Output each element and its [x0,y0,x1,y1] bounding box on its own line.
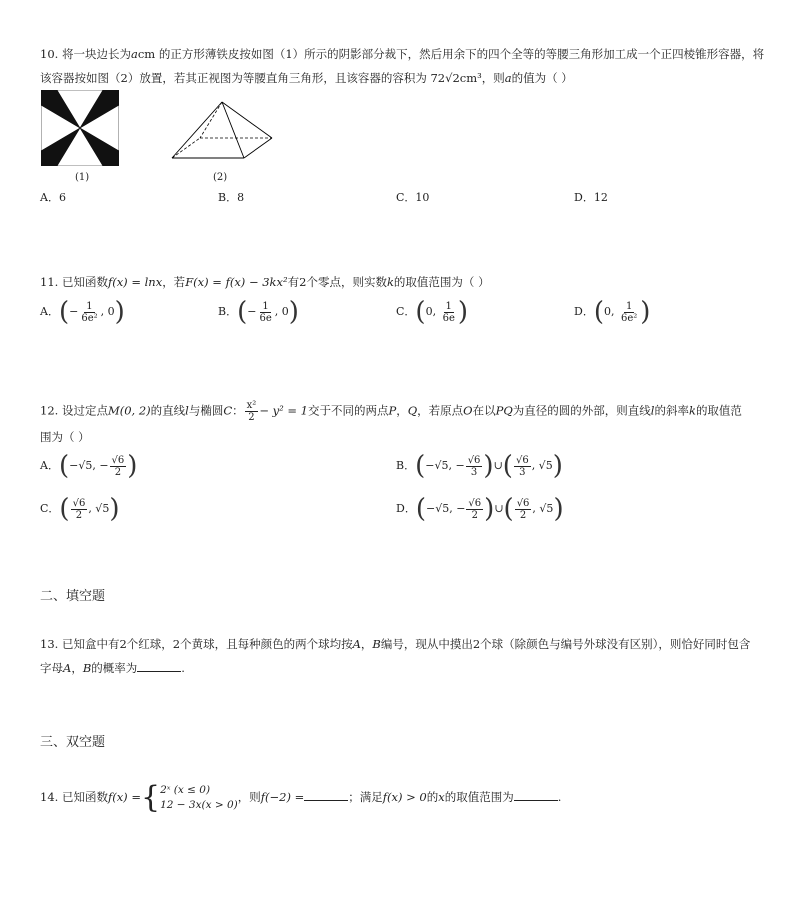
q12-text: 在以 [472,403,496,418]
q13-text: 13. 已知盒中有2个红球，2个黄球，且每种颜色的两个球均按 [40,637,353,651]
frac-den: 6e² [620,312,638,324]
frac-den: 3 [470,466,478,478]
q10-option-c[interactable]: C．10 [396,191,430,204]
frac-num: 1 [86,300,93,312]
q14-text: ；满足 [348,790,383,804]
piecewise: { 2ˣ (x ≤ 0) 12 − 3x(x > 0) [140,780,238,815]
figure-2-pyramid [170,100,276,162]
frac-num: √6 [515,454,529,466]
frac-num: 1 [445,300,452,312]
math-text: , √5 [88,502,110,515]
math-text: − [247,305,257,318]
q10-option-d[interactable]: D．12 [574,191,608,204]
q10-line1 [40,46,764,62]
var-a-letter-2: A [63,661,72,675]
option-label: A． [40,305,59,318]
option-label: D． [396,502,416,515]
frac-den: 2 [519,509,527,521]
frac-den: 3 [519,466,526,478]
q12-text: 与椭圆 [188,403,224,418]
q12-option-c[interactable]: C．( $\frac{√6}{2}$ , √5) [40,494,120,524]
q12-option-d[interactable]: D．(−√5, − $\frac{√6}{2}$ )∪( $\frac{√6}{2}$ , √5) [396,494,564,524]
q11-text-d: 的取值范围为（ ） [393,275,490,289]
q14-answer-blank-2[interactable] [514,790,558,801]
frac-den: 6e [259,312,272,324]
frac-num: √6 [72,497,86,509]
q13-stem-line1 [40,636,750,652]
figure-1-pinwheel [41,90,119,166]
q12-option-b[interactable]: B．(−√5, − $\frac{√6}{3}$ )∪( $\frac{√6}{3}$ , √5) [396,451,563,481]
section-double-blank: 三、双空题 [40,735,106,750]
q12-text: ，若原点 [417,403,464,418]
var-x: x [438,790,445,804]
math-text: , √5 [531,459,553,472]
piece-1: 2ˣ (x ≤ 0) [160,784,211,796]
section-fill-in: 二、填空题 [40,589,106,604]
q13-answer-blank[interactable] [137,661,181,672]
q12-text: 交于不同的两点 [307,403,389,418]
q10-text4: 的值为（ ） [511,71,573,85]
frac-den: 2 [75,509,83,521]
q10-text2: 该容器按如图（2）放置，若其正视图为等腰直角三角形，且该容器的容积为 [40,71,427,85]
frac-num: x² [246,400,257,411]
q14-answer-blank-1[interactable] [304,790,348,801]
q14-text: 的取值范围为 [444,790,514,804]
option-label: B． [396,459,416,472]
frac-den: 2 [248,412,255,423]
math-text: , 0 [274,305,289,318]
math-text: −√5, − [69,459,109,472]
q13-text: . [181,661,185,675]
frac-num: √6 [467,454,481,466]
q13-text: 的概率为 [91,661,138,675]
q12-text: 的直线 [150,403,186,418]
q13-text: 字母 [40,661,63,675]
union-symbol: ∪ [493,459,503,472]
q11-text-c: 有2个零点，则实数 [287,275,387,289]
figure-2-caption: (2) [213,172,228,183]
var-a: a [130,47,138,61]
q11-F-def: F(x) = f(x) − 3kx² [185,275,288,289]
frac-den: 2 [471,509,478,521]
unit-cm: cm [137,47,156,61]
q14-text: . [557,790,562,804]
option-label: B． [218,305,238,318]
ellipse-eq: − y² = 1 [259,403,308,418]
frac-num: √6 [516,497,530,509]
q12-text: 的取值范 [695,403,742,418]
q12-stem-line1 [40,400,742,423]
frac-num: √6 [111,454,125,466]
q13-text: 编号，现从中摸出2个球（除颜色与编号外球没有区别），则恰好同时包含 [380,637,751,651]
q13-stem-line2 [40,660,185,676]
q12-text: ： [232,403,244,418]
q13-text: ， [360,637,373,651]
piece-2: 12 − 3x(x > 0) [160,799,238,811]
option-label: D． [574,305,594,318]
var-pq: PQ [495,403,513,418]
var-l: l [185,403,189,418]
q10-option-a[interactable]: A．6 [40,191,66,204]
q14-condition: f(x) > 0 [382,790,427,804]
q10-line2 [40,70,573,86]
math-text: 0, [603,305,618,318]
var-k: k [386,275,394,289]
q10-option-b[interactable]: B．8 [218,191,245,204]
figure-1-caption: (1) [75,172,90,183]
var-q: Q [407,403,418,418]
q14-text: 的 [426,790,439,804]
math-text: , 0 [100,305,115,318]
q14-text: 14. 已知函数 [40,790,108,804]
frac-num: 1 [625,300,633,312]
q10-prefix: 10. 将一块边长为 [40,47,131,61]
math-text: −√5, − [425,502,466,515]
union-symbol: ∪ [494,502,504,515]
q14-f-minus2: f(−2) = [260,790,305,804]
point-m: M(0, 2) [107,403,151,418]
q12-stem-line2: 围为（ ） [40,430,90,444]
q11-option-c[interactable]: C．(0, $\frac{1}{6e}$ ) [396,297,469,327]
q11-text-a: 11. 已知函数 [40,275,108,289]
frac-num: 1 [262,300,269,312]
var-b-letter: B [372,637,381,651]
var-c: C [223,403,233,418]
q10-text1: 的正方形薄铁皮按如图（1）所示的阴影部分裁下，然后用余下的四个全等的等腰三角形加工成一个正四棱锥形容器，将 [155,47,765,61]
q11-option-d[interactable]: D．(0, $\frac{1}{\text{6e²}}$ ) [574,297,651,327]
q11-option-a[interactable]: A．(− $\frac{1}{\text{6e²}}$ , 0) [40,297,125,327]
frac-den: 6e [442,312,455,324]
q12-text: 的斜率 [654,403,689,418]
q14-stem [40,780,561,814]
q14-fx: f(x) = [107,790,141,804]
q14-text: ，则 [237,790,261,804]
math-text: 0, [425,305,440,318]
q11-stem [40,274,490,290]
math-text: − [69,305,79,318]
q11-f-def: f(x) = lnx [107,275,163,289]
var-o: O [463,403,473,418]
q10-volume: 72√2cm³ [430,71,482,85]
var-k: k [688,403,696,418]
q12-option-a[interactable]: A．(−√5, − $\frac{√6}{2}$ ) [40,451,138,481]
option-label: A． [40,459,59,472]
var-b-letter-2: B [82,661,92,675]
option-label: C． [396,305,416,318]
var-a-2: a [504,71,512,85]
var-a-letter: A [352,637,361,651]
option-label: C． [40,502,60,515]
var-p: P [388,403,397,418]
math-text: , √5 [532,502,554,515]
math-text: −√5, − [425,459,465,472]
q12-text: ， [396,403,408,418]
frac-num: √6 [468,497,482,509]
q11-text-b: ，若 [162,275,186,289]
q10-text3: ，则 [481,71,505,85]
frac-den: 6e² [81,312,98,324]
q11-option-b[interactable]: B．(− $\frac{1}{6e}$ , 0) [218,297,299,327]
var-l-2: l [650,403,655,418]
q12-text: 12. 设过定点 [40,403,108,418]
q13-text: ， [71,661,83,675]
q12-text: 为直径的圆的外部，则直线 [512,403,651,418]
frac-den: 2 [114,466,122,478]
